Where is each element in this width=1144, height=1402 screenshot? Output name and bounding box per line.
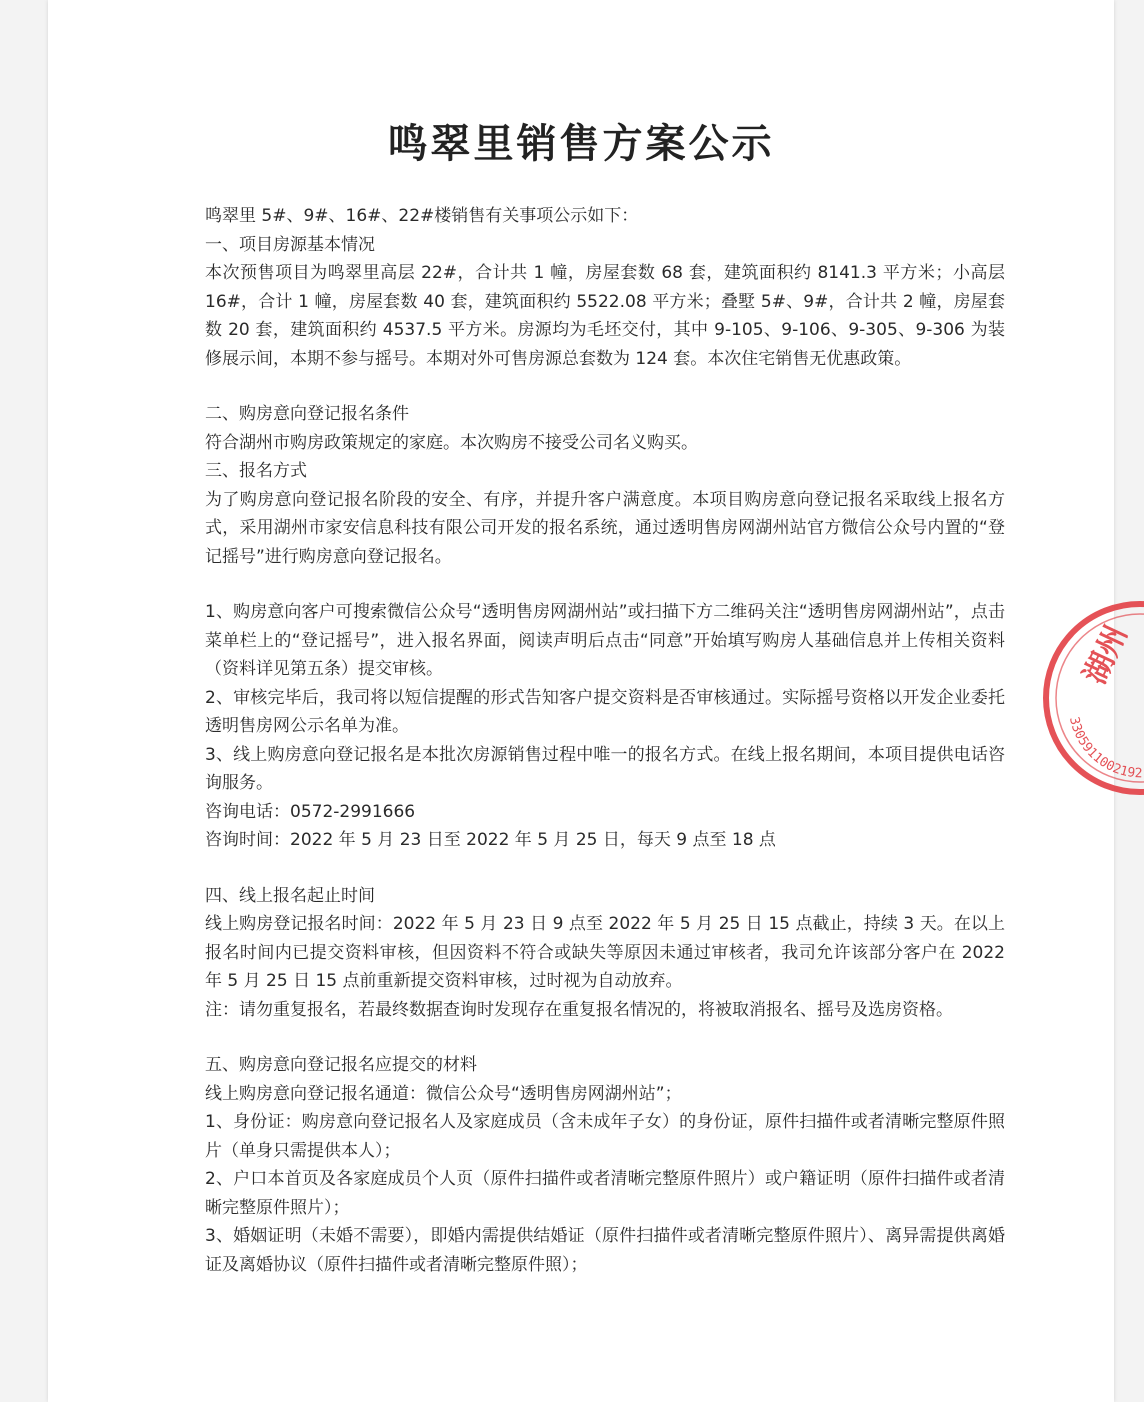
document-page (48, 0, 1114, 1402)
spacer (205, 855, 1005, 882)
spacer (205, 1024, 1005, 1051)
section-5-item-1: 1、身份证：购房意向登记报名人及家庭成员（含未成年子女）的身份证，原件扫描件或者清晰完整原件照片（单身只需提供本人）； (205, 1112, 1005, 1161)
spacer (205, 571, 1005, 598)
spacer (205, 373, 1005, 400)
page-title: 鸣翠里销售方案公示 (387, 121, 775, 167)
contact-phone: 咨询电话：0572-2991666 (205, 801, 416, 822)
section-4-heading: 四、线上报名起止时间 (205, 885, 375, 906)
section-3-body: 为了购房意向登记报名阶段的安全、有序，并提升客户满意度。本项目购房意向登记报名采取线上报名方式，采用湖州市家安信息科技有限公司开发的报名系统，通过透明售房网湖州站官方微信公众号内置的“登记摇号”进行购房意向登记报名。 (205, 489, 1005, 567)
company-seal-stamp (1040, 598, 1144, 798)
section-5-item-3: 3、婚姻证明（未婚不需要），即婚内需提供结婚证（原件扫描件或者清晰完整原件照片）、离异需提供离婚证及离婚协议（原件扫描件或者清晰完整原件照）； (205, 1226, 1005, 1275)
section-1-heading: 一、项目房源基本情况 (205, 234, 375, 255)
section-2-body: 符合湖州市购房政策规定的家庭。本次购房不接受公司名义购买。 (205, 432, 698, 453)
section-5-item-2: 2、户口本首页及各家庭成员个人页（原件扫描件或者清晰完整原件照片）或户籍证明（原件扫描件或者清晰完整原件照片）； (205, 1169, 1005, 1218)
section-5-channel: 线上购房意向登记报名通道：微信公众号“透明售房网湖州站”； (205, 1083, 682, 1104)
section-4-body: 线上购房登记报名时间：2022 年 5 月 23 日 9 点至 2022 年 5 月 25 日 15 点截止，持续 3 天。在以上报名时间内已提交资料审核，但因资料不符合或缺失等原因未通过审核者，我司允许该部分客户在 2022 年 5 月 25 日 15 点前重新提交资料审核，过时视为自动放弃。 (205, 914, 1005, 991)
section-3-item-1: 1、购房意向客户可搜索微信公众号“透明售房网湖州站”或扫描下方二维码关注“透明售房网湖州站”，点击菜单栏上的“登记摇号”，进入报名界面，阅读声明后点击“同意”开始填写购房人基础信息并上传相关资料（资料详见第五条）提交审核。 (205, 602, 1005, 679)
seal-number: 3305911002192 (1065, 715, 1143, 782)
section-3-item-3: 3、线上购房意向登记报名是本批次房源销售过程中唯一的报名方式。在线上报名期间，本项目提供电话咨询服务。 (205, 744, 1005, 793)
section-5-heading: 五、购房意向登记报名应提交的材料 (205, 1055, 477, 1075)
section-2-heading: 二、购房意向登记报名条件 (205, 404, 409, 424)
section-3-item-2: 2、审核完毕后，我司将以短信提醒的形式告知客户提交资料是否审核通过。实际摇号资格以开发企业委托透明售房网公示名单为准。 (205, 687, 1005, 736)
intro-line: 鸣翠里 5#、9#、16#、22#楼销售有关事项公示如下： (205, 206, 639, 226)
seal-text: 湖州 (1077, 620, 1135, 690)
section-3-heading: 三、报名方式 (205, 461, 307, 481)
contact-hours: 咨询时间：2022 年 5 月 23 日至 2022 年 5 月 25 日，每天 9 点至 18 点 (205, 830, 776, 850)
section-1-body: 本次预售项目为鸣翠里高层 22#，合计共 1 幢，房屋套数 68 套，建筑面积约 8141.3 平方米；小高层 16#，合计 1 幢，房屋套数 40 套，建筑面积约 5522.08 平方米；叠墅 5#、9#，合计共 2 幢，房屋套数 20 套，建筑面积约 4537.5 平方米。房源均为毛坯交付，其中 9-105、9-106、9-305、9-306 为装修展示间，本期不参与摇号。本期对外可售房源总套数为 124 套。本次住宅销售无优惠政策。 (205, 263, 1005, 369)
section-4-note: 注：请勿重复报名，若最终数据查询时发现存在重复报名情况的，将被取消报名、摇号及选房资格。 (205, 999, 953, 1020)
document-body (205, 202, 1005, 1279)
